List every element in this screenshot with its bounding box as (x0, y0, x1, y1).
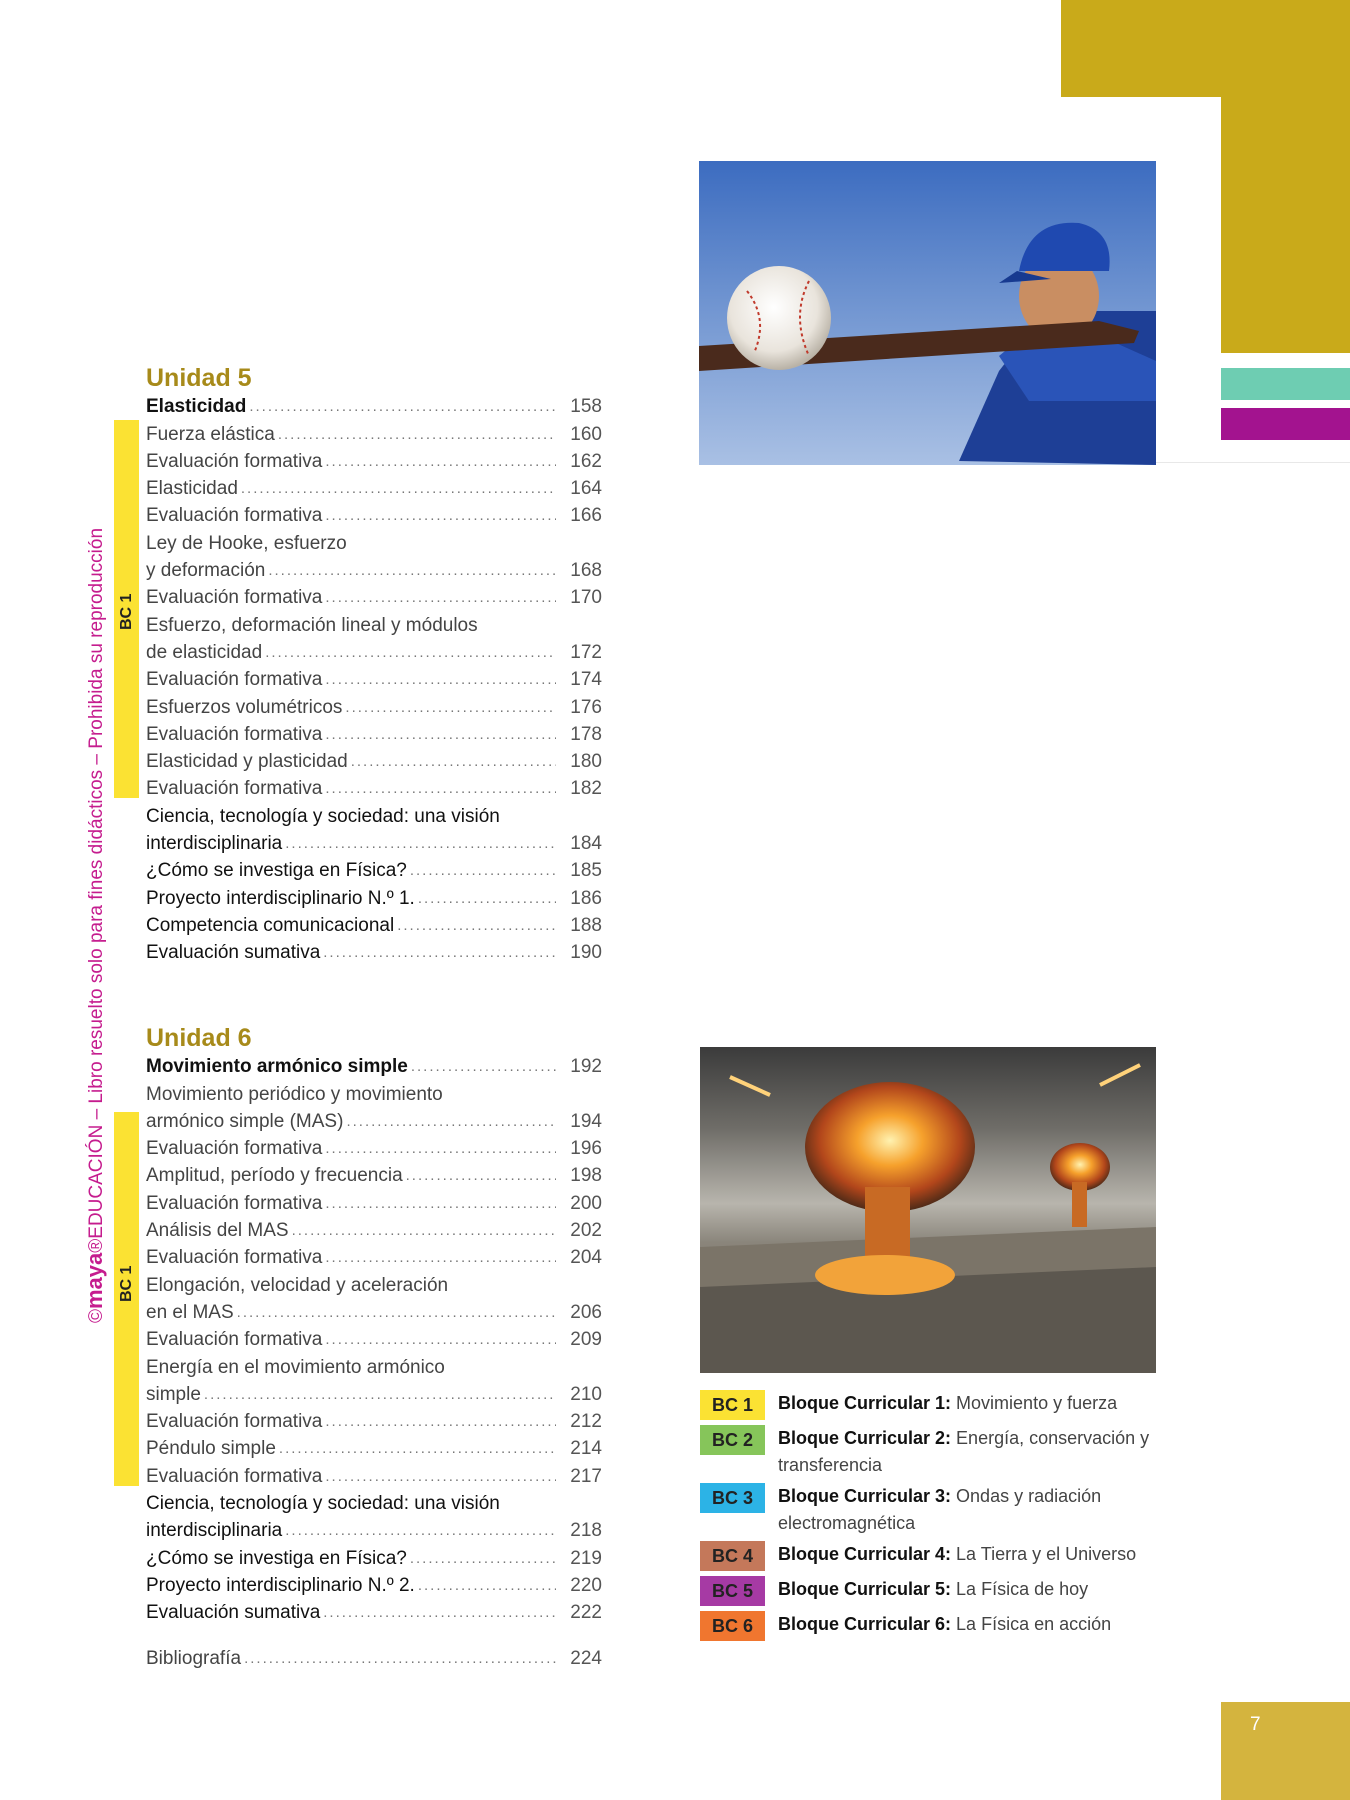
legend-text: La Física en acción (956, 1614, 1112, 1634)
toc-entry-page: 174 (570, 669, 602, 691)
toc-entry[interactable] (146, 1544, 602, 1571)
legend-title: Bloque Curricular 5: (778, 1579, 952, 1599)
legend-description (778, 1425, 1158, 1479)
toc-leader-dots (292, 1217, 556, 1244)
legend-item (700, 1576, 1158, 1606)
toc-entry-page: 218 (570, 1520, 602, 1542)
copyright-note-wrapper (80, 487, 110, 1323)
decor-teal-stripe (1221, 368, 1350, 400)
copyright-prefix: © (86, 1309, 107, 1323)
legend-title: Bloque Curricular 2: (778, 1428, 952, 1448)
toc-entry-label: Movimiento armónico simple (146, 1056, 408, 1078)
legend-text: La Física de hoy (956, 1579, 1089, 1599)
toc-entry-page: 180 (570, 751, 602, 773)
toc-entry-page: 220 (570, 1574, 602, 1596)
toc-entry-page: 178 (570, 723, 602, 745)
toc-entry-label: interdisciplinaria (146, 1520, 283, 1542)
toc-entry-label: Proyecto interdisciplinario N.º 2. (146, 1574, 415, 1596)
toc-entry-label: Fuerza elástica (146, 423, 275, 445)
toc-entry-label: Amplitud, período y frecuencia (146, 1165, 403, 1187)
toc-entry[interactable] (146, 420, 602, 447)
toc-entry-page: 194 (570, 1110, 602, 1132)
toc-entry[interactable] (146, 884, 602, 911)
toc-entry[interactable] (146, 1572, 602, 1599)
toc-entry[interactable] (146, 529, 602, 556)
toc-entry-page: 192 (570, 1056, 602, 1078)
toc-leader-dots (351, 748, 556, 775)
legend-text: Ondas y radiación electromagnética (778, 1486, 1102, 1533)
toc-entry-page: 196 (570, 1138, 602, 1160)
unit-title: Unidad 6 (146, 1024, 252, 1052)
bc-side-bar-unit5 (114, 420, 139, 798)
toc-entry[interactable] (146, 1271, 602, 1298)
bc-side-bar-unit6 (114, 1112, 139, 1486)
toc-entry-page: 158 (570, 396, 602, 418)
toc-entry-page: 210 (570, 1383, 602, 1405)
toc-entry[interactable] (146, 1299, 602, 1326)
toc-leader-dots (279, 1435, 556, 1462)
decor-divider (1155, 462, 1350, 463)
toc-entry-page: 188 (570, 914, 602, 936)
toc-leader-dots (237, 1299, 556, 1326)
toc-entry-page: 204 (570, 1247, 602, 1269)
toc-entry[interactable] (146, 830, 602, 857)
toc-entry[interactable] (146, 1244, 602, 1271)
toc-entry[interactable] (146, 802, 602, 829)
toc-leader-dots (325, 448, 556, 475)
toc-entry-label: interdisciplinaria (146, 833, 283, 855)
toc-entry[interactable] (146, 393, 602, 420)
toc-leader-dots (325, 1463, 556, 1490)
toc-leader-dots (249, 393, 556, 420)
toc-entry[interactable] (146, 666, 602, 693)
nuclear-explosion-photo (700, 1047, 1156, 1373)
toc-entry-label: ¿Cómo se investiga en Física? (146, 860, 407, 882)
toc-leader-dots (410, 857, 556, 884)
legend-description (778, 1390, 1158, 1420)
toc-entry-page: 209 (570, 1329, 602, 1351)
brand-logo-text: maya (82, 1252, 107, 1309)
toc-leader-dots (285, 830, 556, 857)
legend-description (778, 1483, 1158, 1537)
toc-entry-page: 214 (570, 1438, 602, 1460)
legend-item (700, 1390, 1158, 1420)
toc-entry-page: 190 (570, 942, 602, 964)
toc-entry-label: Evaluación formativa (146, 1192, 323, 1214)
toc-leader-dots (268, 557, 556, 584)
legend-description (778, 1611, 1158, 1641)
toc-entry[interactable] (146, 1217, 602, 1244)
legend-item (700, 1425, 1158, 1479)
toc-entry[interactable] (146, 584, 602, 611)
explosion-illustration (700, 1047, 1156, 1373)
legend-text: Movimiento y fuerza (956, 1393, 1118, 1413)
toc-entry-label: Evaluación formativa (146, 669, 323, 691)
toc-entry-label: Ciencia, tecnología y sociedad: una visión (146, 805, 500, 827)
legend-description (778, 1576, 1158, 1606)
decor-magenta-stripe (1221, 408, 1350, 440)
legend-title: Bloque Curricular 4: (778, 1544, 952, 1564)
toc-entry-label: Elasticidad y plasticidad (146, 751, 348, 773)
toc-leader-dots (323, 1599, 556, 1626)
toc-entry-page: 198 (570, 1165, 602, 1187)
legend-badge: BC 5 (700, 1576, 765, 1606)
toc-leader-dots (411, 1053, 556, 1080)
toc-entry-label: en el MAS (146, 1301, 234, 1323)
legend-title: Bloque Curricular 1: (778, 1393, 952, 1413)
page-number-box (1221, 1702, 1350, 1800)
toc-leader-dots (406, 1162, 556, 1189)
toc-unit6 (146, 1023, 602, 1672)
toc-entry[interactable] (146, 639, 602, 666)
toc-entry-label: Evaluación formativa (146, 1465, 323, 1487)
toc-entry-page: 200 (570, 1192, 602, 1214)
toc-entry[interactable] (146, 557, 602, 584)
toc-entry-label: Evaluación formativa (146, 450, 323, 472)
legend-title: Bloque Curricular 3: (778, 1486, 952, 1506)
toc-leader-dots (244, 1645, 556, 1672)
toc-entry-label: Ley de Hooke, esfuerzo (146, 532, 347, 554)
toc-entry-label: Energía en el movimiento armónico (146, 1356, 445, 1378)
toc-leader-dots (204, 1381, 556, 1408)
toc-entry[interactable] (146, 1462, 602, 1489)
decor-right-gold-block (1221, 97, 1350, 353)
copyright-note (80, 487, 110, 1323)
toc-entry-label: ¿Cómo se investiga en Física? (146, 1547, 407, 1569)
toc-entry-page: 182 (570, 778, 602, 800)
toc-entry[interactable] (146, 912, 602, 939)
legend-badge: BC 4 (700, 1541, 765, 1571)
toc-entry[interactable] (146, 1490, 602, 1517)
toc-leader-dots (325, 1244, 556, 1271)
toc-entry[interactable] (146, 721, 602, 748)
legend-text: La Tierra y el Universo (956, 1544, 1137, 1564)
toc-leader-dots (241, 475, 556, 502)
toc-entry-label: armónico simple (MAS) (146, 1110, 344, 1132)
legend-badge: BC 3 (700, 1483, 765, 1513)
toc-leader-dots (285, 1517, 556, 1544)
toc-leader-dots (325, 721, 556, 748)
toc-leader-dots (397, 912, 556, 939)
toc-entry-label: Evaluación formativa (146, 1329, 323, 1351)
legend-description (778, 1541, 1158, 1571)
toc-entry-label: Evaluación formativa (146, 1247, 323, 1269)
toc-entry[interactable] (146, 1189, 602, 1216)
toc-entry-page: 212 (570, 1411, 602, 1433)
toc-leader-dots (410, 1545, 556, 1572)
toc-entry[interactable] (146, 1517, 602, 1544)
toc-entry-page: 222 (570, 1602, 602, 1624)
legend-badge: BC 6 (700, 1611, 765, 1641)
toc-entry[interactable] (146, 475, 602, 502)
toc-leader-dots (346, 1108, 556, 1135)
toc-entry[interactable] (146, 448, 602, 475)
toc-entry[interactable] (146, 1108, 602, 1135)
toc-leader-dots (323, 939, 556, 966)
toc-entry-label: Esfuerzos volumétricos (146, 696, 343, 718)
legend-item (700, 1541, 1158, 1571)
toc-entry[interactable] (146, 857, 602, 884)
toc-entry-label: Evaluación formativa (146, 505, 323, 527)
legend-badge: BC 1 (700, 1390, 765, 1420)
toc-entry[interactable] (146, 1080, 602, 1107)
bc-side-bar-label: BC 1 (118, 1265, 135, 1302)
toc-leader-dots (325, 1135, 556, 1162)
toc-entry-page: 170 (570, 587, 602, 609)
toc-entry-page: 206 (570, 1301, 602, 1323)
toc-entry-label: Evaluación formativa (146, 1138, 323, 1160)
toc-entry[interactable] (146, 502, 602, 529)
toc-entry-label: Evaluación sumativa (146, 1602, 321, 1624)
toc-leader-dots (325, 1408, 556, 1435)
toc-entry-label: Elasticidad (146, 478, 238, 500)
toc-entry-label: Elasticidad (146, 396, 247, 418)
toc-entry-page: 164 (570, 478, 602, 500)
toc-leader-dots (265, 639, 556, 666)
toc-entry[interactable] (146, 1599, 602, 1626)
toc-entry-label: Evaluación formativa (146, 1411, 323, 1433)
toc-leader-dots (345, 694, 556, 721)
toc-entry[interactable] (146, 1435, 602, 1462)
toc-entry-label: Evaluación sumativa (146, 942, 321, 964)
toc-entry-label: Proyecto interdisciplinario N.º 1. (146, 887, 415, 909)
toc-entry-label: de elasticidad (146, 641, 263, 663)
toc-entry-label: simple (146, 1383, 201, 1405)
toc-entry-page: 184 (570, 833, 602, 855)
unit-title: Unidad 5 (146, 364, 252, 392)
toc-entry[interactable] (146, 611, 602, 638)
toc-entry-page: 172 (570, 641, 602, 663)
toc-entry-label: Análisis del MAS (146, 1220, 289, 1242)
toc-entry[interactable] (146, 693, 602, 720)
toc-leader-dots (325, 1326, 556, 1353)
toc-leader-dots (418, 1572, 556, 1599)
legend-item (700, 1611, 1158, 1641)
toc-entry-label: Péndulo simple (146, 1438, 276, 1460)
toc-entry-label: Evaluación formativa (146, 723, 323, 745)
toc-entry-label: Movimiento periódico y movimiento (146, 1083, 443, 1105)
baseball-player-photo (699, 161, 1156, 465)
toc-entry-label: Evaluación formativa (146, 778, 323, 800)
page-number: 7 (1250, 1714, 1261, 1735)
legend-badge: BC 2 (700, 1425, 765, 1455)
toc-entry-page: 162 (570, 450, 602, 472)
toc-entry-page: 186 (570, 887, 602, 909)
bc-side-bar-label: BC 1 (118, 593, 135, 630)
toc-entry[interactable] (146, 748, 602, 775)
toc-entry-label: Elongación, velocidad y aceleración (146, 1274, 449, 1296)
legend-title: Bloque Curricular 6: (778, 1614, 952, 1634)
legend-item (700, 1483, 1158, 1537)
toc-leader-dots (325, 666, 556, 693)
toc-entry-bibliography[interactable] (146, 1644, 602, 1671)
toc-leader-dots (325, 584, 556, 611)
toc-leader-dots (325, 775, 556, 802)
toc-entry-page: 202 (570, 1220, 602, 1242)
toc-entry-label: Competencia comunicacional (146, 914, 395, 936)
toc-unit5 (146, 363, 602, 966)
toc-entry[interactable] (146, 1135, 602, 1162)
toc-entry-page: 160 (570, 423, 602, 445)
toc-entry-page: 185 (570, 860, 602, 882)
toc-entry[interactable] (146, 1408, 602, 1435)
toc-entry-page: 224 (570, 1647, 602, 1669)
toc-entry-label: Evaluación formativa (146, 587, 323, 609)
toc-entry-page: 168 (570, 560, 602, 582)
toc-entry[interactable] (146, 1162, 602, 1189)
copyright-text: ®EDUCACIÓN – Libro resuelto solo para fines didácticos – Prohibida su reproducción (86, 527, 107, 1253)
toc-entry[interactable] (146, 939, 602, 966)
toc-leader-dots (325, 502, 556, 529)
toc-leader-dots (418, 885, 556, 912)
toc-entry[interactable] (146, 1326, 602, 1353)
toc-entry[interactable] (146, 775, 602, 802)
toc-entry-page: 176 (570, 696, 602, 718)
toc-entry-page: 166 (570, 505, 602, 527)
toc-entry-label: Ciencia, tecnología y sociedad: una visión (146, 1493, 500, 1515)
decor-top-gold-block (1061, 0, 1350, 97)
toc-leader-dots (325, 1190, 556, 1217)
toc-entry-label: Bibliografía (146, 1647, 242, 1669)
toc-entry-label: Esfuerzo, deformación lineal y módulos (146, 614, 478, 636)
toc-entry-page: 217 (570, 1465, 602, 1487)
toc-entry-label: y deformación (146, 560, 266, 582)
toc-entry[interactable] (146, 1353, 602, 1380)
toc-entry[interactable] (146, 1381, 602, 1408)
legend-text: Energía, conservación y transferencia (778, 1428, 1150, 1475)
toc-leader-dots (278, 421, 556, 448)
baseball-illustration (699, 161, 1156, 465)
toc-entry-page: 219 (570, 1547, 602, 1569)
toc-entry[interactable] (146, 1053, 602, 1080)
